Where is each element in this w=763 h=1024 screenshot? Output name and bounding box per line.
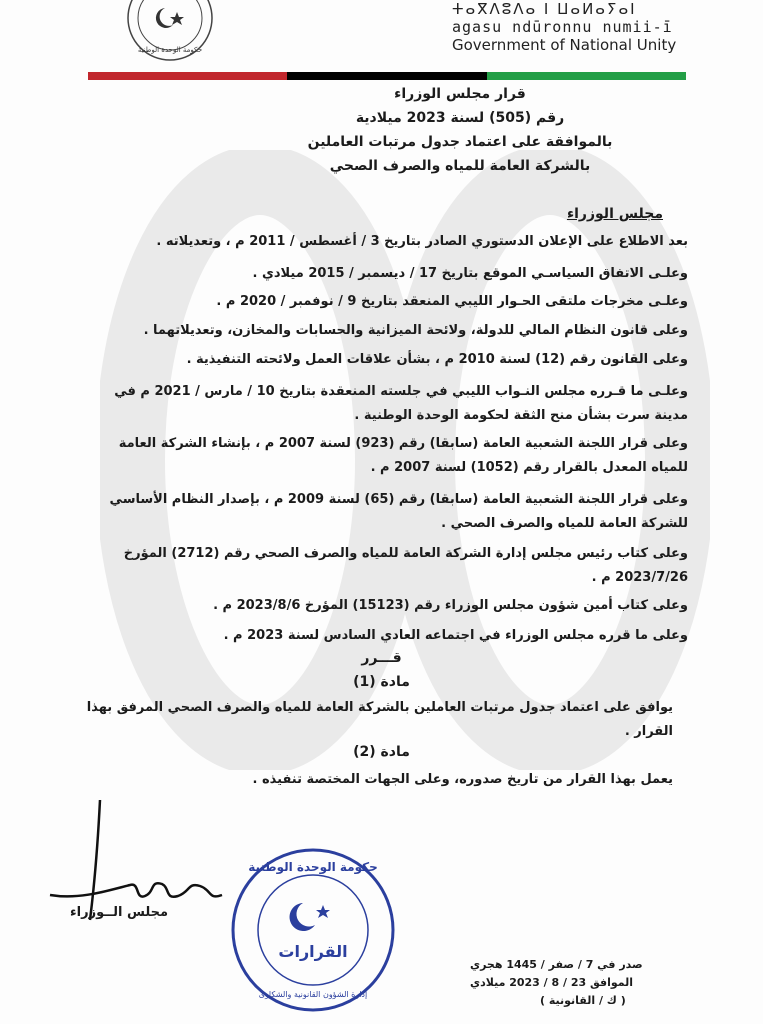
header-tifinagh: ⵜⴰⴳⴷⵓⴷⴰ ⵏ ⵡⴰⵍⴰⵢⴰⵏ	[452, 0, 637, 18]
reference-note: ( ك / القانونية )	[540, 994, 626, 1007]
flag-stripe	[88, 72, 686, 80]
flag-red	[88, 72, 287, 80]
decision-subject-2: بالشركة العامة للمياه والصرف الصحي	[329, 158, 591, 174]
preamble-item: وعلى ما قرره مجلس الوزراء في اجتماعه العادي السادس لسنة 2023 م .	[223, 628, 688, 643]
article-1-title: مادة (1)	[353, 674, 410, 690]
flag-black	[287, 72, 486, 80]
svg-text:حكومة الوحدة الوطنية: حكومة الوحدة الوطنية	[137, 46, 203, 54]
svg-text:إدارة الشؤون القانونية والشكاو: إدارة الشؤون القانونية والشكاوى	[258, 990, 368, 999]
official-stamp	[228, 845, 398, 1015]
preamble-item: وعلـى الاتفاق السياسـي الموقع بتاريخ 17 / ديسمبر / 2015 ميلادي .	[252, 266, 688, 281]
preamble-item: وعلى كتاب أمين شؤون مجلس الوزراء رقم (15123) المؤرخ 2023/8/6 م .	[213, 598, 688, 613]
government-emblem-icon	[125, 0, 215, 62]
preamble-item: وعلى القانون رقم (12) لسنة 2010 م ، بشأن علاقات العمل ولائحته التنفيذية .	[186, 352, 688, 367]
section-title: مجلس الوزراء	[566, 206, 663, 222]
preamble-item: بعد الاطلاع على الإعلان الدستوري الصادر بتاريخ 3 / أغسطس / 2011 م ، وتعديلاته .	[156, 234, 688, 249]
article-2-text: يعمل بهذا القرار من تاريخ صدوره، وعلى الجهات المختصة تنفيذه .	[252, 772, 673, 787]
article-1-text: يوافق على اعتماد جدول مرتبات العاملين بالشركة العامة للمياه والصرف الصحي المرفق بهذا القرار .	[86, 700, 673, 739]
svg-text:القرارات: القرارات	[278, 942, 348, 961]
preamble-item: وعلـى ما قـرره مجلس النـواب الليبي في جلسته المنعقدة بتاريخ 10 / مارس / 2021 م في مدينة سرت بشأن منح الثقة لحكومة الوحدة الوطنية .	[114, 384, 688, 423]
gregorian-date: الموافق 23 / 8 / 2023 ميلادي	[470, 976, 634, 989]
preamble-item: وعلى قرار اللجنة الشعبية العامة (سابقا) رقم (65) لسنة 2009 م ، بإصدار النظام الأساسي للشركة العامة للمياه والصرف الصحي .	[109, 492, 688, 531]
decision-subject-1: بالموافقة على اعتماد جدول مرتبات العاملين	[307, 134, 613, 150]
article-2-title: مادة (2)	[353, 744, 410, 760]
signature-title: مجلس الــوزراء	[70, 905, 169, 920]
flag-green	[487, 72, 686, 80]
preamble-item: وعلى كتاب رئيس مجلس إدارة الشركة العامة للمياه والصرف الصحي رقم (2712) المؤرخ 2023/7/26 م .	[123, 546, 688, 585]
hijri-date: صدر في 7 / صفر / 1445 هجري	[470, 958, 643, 971]
decision-word: قـــرر	[361, 650, 402, 666]
decision-number: رقم (505) لسنة 2023 ميلادية	[355, 110, 565, 126]
preamble-item: وعلـى مخرجات ملتقى الحـوار الليبي المنعقد بتاريخ 9 / نوفمبر / 2020 م .	[216, 294, 688, 309]
preamble-item: وعلى قانون النظام المالي للدولة، ولائحة الميزانية والحسابات والمخازن، وتعديلاتهما .	[143, 323, 688, 338]
header-transliteration: agasu ndūronnu numii-ī	[452, 18, 673, 36]
header-english: Government of National Unity	[452, 36, 677, 54]
decision-title: قرار مجلس الوزراء	[394, 86, 526, 102]
svg-text:حكومة الوحدة الوطنية: حكومة الوحدة الوطنية	[248, 860, 378, 874]
preamble-item: وعلى قرار اللجنة الشعبية العامة (سابقا) رقم (923) لسنة 2007 م ، بإنشاء الشركة العامة للمياه المعدل بالقرار رقم (1052) لسنة 2007 م .	[118, 436, 688, 475]
